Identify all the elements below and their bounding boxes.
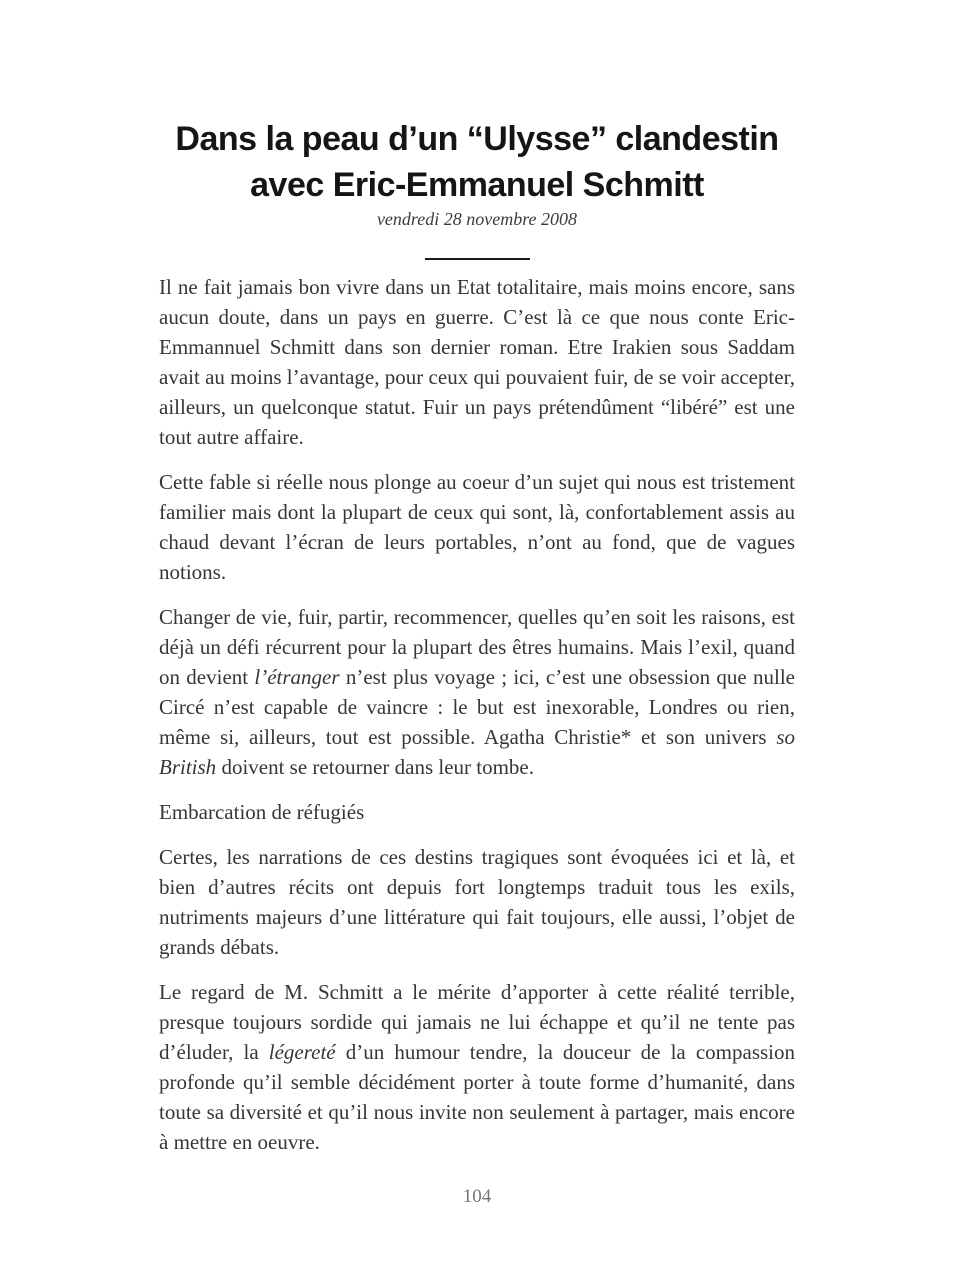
italic-text-run: so British: [159, 725, 795, 779]
italic-text-run: l’étranger: [254, 665, 340, 689]
text-run: Il ne fait jamais bon vivre dans un Etat totalitaire, mais moins encore, sans aucun doute, dans un pays en guerre. C’est là ce que nous conte Eric-Emmannuel Schmitt dans son dernier roman. Etre Irakien sous Saddam avait au moins l’avantage, pour ceux qui pouvaient fuir, de se voir accepter, ailleurs, un quelconque statut. Fuir un pays prétendûment “libéré” est une tout autre affaire.: [159, 275, 795, 449]
divider-line: [425, 258, 530, 260]
article-title-line-1: Dans la peau d’un “Ulysse” clandestin: [175, 120, 779, 158]
article-paragraph: [159, 602, 795, 782]
article-paragraph: [159, 842, 795, 962]
text-run: n’est plus voyage ; ici, c’est une obsession que nulle Circé n’est capable de vaincre : le but est inexorable, Londres ou rien, même si, ailleurs, tout est possible. Agatha Christie* et son univers: [159, 665, 795, 749]
article-title-line-2: avec Eric-Emmanuel Schmitt: [250, 166, 704, 204]
text-run: Le regard de M. Schmitt a le mérite d’apporter à cette réalité terrible, presque toujours sordide qui jamais ne lui échappe et qu’il ne tente pas d’éluder, la: [159, 980, 795, 1064]
text-run: Cette fable si réelle nous plonge au coeur d’un sujet qui nous est tristement familier mais dont la plupart de ceux qui sont, là, confortablement assis au chaud devant l’écran de leurs portables, n’ont au fond, que de vagues notions.: [159, 470, 795, 584]
article-title: [0, 116, 954, 208]
italic-text-run: légereté: [268, 1040, 336, 1064]
page-number: 104: [462, 1186, 492, 1207]
article-date: vendredi 28 novembre 2008: [376, 209, 578, 229]
text-run: Certes, les narrations de ces destins tragiques sont évoquées ici et là, et bien d’autres récits ont depuis fort longtemps traduit tous les exils, nutriments majeurs d’une littérature qui fait toujours, elle aussi, l’objet de grands débats.: [159, 845, 795, 959]
text-run: d’un humour tendre, la douceur de la compassion profonde qu’il semble décidément porter à toute forme d’humanité, dans toute sa diversité et qu’il nous invite non seulement à partager, mais encore à mettre en oeuvre.: [159, 1040, 795, 1154]
text-run: Changer de vie, fuir, partir, recommencer, quelles qu’en soit les raisons, est déjà un défi récurrent pour la plupart des êtres humains. Mais l’exil, quand on devient: [159, 605, 795, 689]
text-run: doivent se retourner dans leur tombe.: [216, 755, 535, 779]
text-run: Embarcation de réfugiés: [159, 800, 365, 824]
article-body: [159, 272, 795, 1157]
article-paragraph: [159, 272, 795, 452]
section-heading: [159, 797, 795, 827]
article-paragraph: [159, 467, 795, 587]
article-paragraph: [159, 977, 795, 1157]
